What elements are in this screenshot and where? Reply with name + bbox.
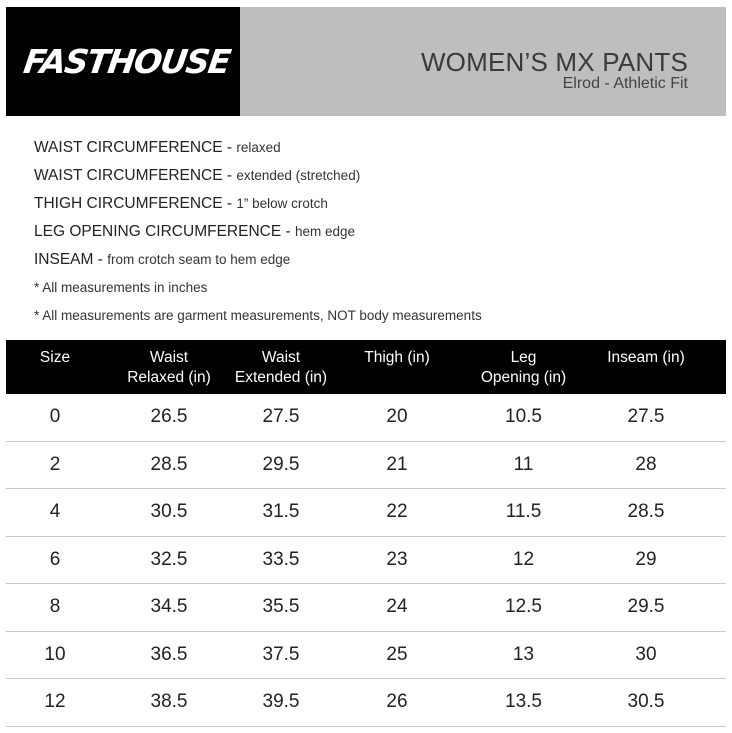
- cell-waist-extended: 33.5: [262, 548, 300, 570]
- title-area: [240, 7, 726, 116]
- note-label: LEG OPENING CIRCUMFERENCE -: [34, 223, 295, 240]
- cell-leg-opening: 12: [512, 548, 535, 570]
- header-line: Waist: [261, 349, 301, 366]
- header-line: Opening (in): [480, 369, 567, 386]
- cell-waist-relaxed: 38.5: [150, 691, 188, 712]
- header-line: Waist: [149, 349, 189, 366]
- header-waist-relaxed: [104, 348, 234, 388]
- table-row: [6, 584, 726, 632]
- measurement-notes: [34, 138, 724, 334]
- brand-logo-area: [6, 7, 240, 116]
- page-subtitle: Elrod - Athletic Fit: [562, 75, 688, 92]
- note-detail: 1” below crotch: [236, 196, 328, 211]
- table-row: [6, 632, 726, 680]
- table-row: [6, 537, 726, 585]
- table-row: [6, 489, 726, 537]
- note-item: [34, 138, 724, 166]
- header-line: Leg: [510, 349, 537, 366]
- cell-waist-extended: 29.5: [262, 453, 300, 475]
- cell-waist-relaxed: 26.5: [150, 406, 188, 427]
- cell-inseam: 30.5: [627, 691, 665, 712]
- note-detail: extended (stretched): [236, 168, 361, 183]
- cell-thigh: 26: [386, 691, 408, 712]
- footnote: * All measurements are garment measurements, NOT body measurements: [34, 308, 482, 323]
- cell-thigh: 23: [386, 548, 408, 570]
- page-title: WOMEN’S MX PANTS: [420, 47, 688, 77]
- cell-size: 10: [44, 643, 66, 665]
- cell-waist-relaxed: 32.5: [150, 548, 188, 570]
- cell-thigh: 21: [386, 453, 408, 475]
- cell-size: 4: [49, 501, 61, 522]
- note-label: WAIST CIRCUMFERENCE -: [34, 139, 237, 156]
- note-detail: hem edge: [294, 224, 355, 239]
- cell-leg-opening: 11: [513, 453, 534, 475]
- cell-waist-relaxed: 36.5: [150, 643, 188, 665]
- cell-inseam: 29: [635, 548, 657, 570]
- table-row: [6, 679, 726, 727]
- cell-leg-opening: 10.5: [505, 406, 542, 427]
- header-line: Thigh (in): [364, 349, 430, 366]
- footnote: * All measurements in inches: [34, 280, 208, 295]
- header: [6, 7, 726, 116]
- header-line: Extended (in): [234, 369, 328, 386]
- table-row: [6, 394, 726, 442]
- cell-size: 2: [49, 453, 61, 475]
- header-leg-opening: [466, 348, 581, 388]
- header-inseam: [581, 348, 711, 368]
- brand-logo: FASTHOUSE: [21, 42, 233, 81]
- cell-leg-opening: 13: [512, 643, 535, 665]
- cell-waist-relaxed: 28.5: [150, 453, 188, 475]
- note-item: [34, 222, 724, 250]
- cell-waist-extended: 31.5: [262, 501, 300, 522]
- cell-leg-opening: 11.5: [505, 501, 542, 522]
- cell-thigh: 20: [386, 406, 408, 427]
- header-size: [6, 348, 104, 368]
- size-chart-table: [6, 340, 726, 727]
- header-waist-extended: [234, 348, 328, 388]
- header-line: Relaxed (in): [127, 369, 211, 386]
- note-label: INSEAM -: [34, 251, 108, 268]
- note-item: [34, 250, 724, 278]
- cell-waist-relaxed: 34.5: [150, 596, 188, 617]
- note-item: [34, 166, 724, 194]
- cell-leg-opening: 13.5: [505, 691, 542, 712]
- header-line: Inseam (in): [607, 349, 685, 366]
- cell-inseam: 27.5: [627, 406, 665, 427]
- cell-thigh: 24: [386, 596, 408, 617]
- cell-thigh: 25: [386, 643, 408, 665]
- cell-inseam: 28: [635, 453, 657, 475]
- note-item: [34, 194, 724, 222]
- header-thigh: [328, 348, 466, 368]
- cell-size: 12: [44, 691, 66, 712]
- cell-inseam: 30: [635, 643, 657, 665]
- cell-size: 0: [49, 406, 61, 427]
- note-detail: relaxed: [236, 140, 281, 155]
- cell-waist-extended: 39.5: [262, 691, 300, 712]
- cell-waist-extended: 27.5: [262, 406, 300, 427]
- table-header: [6, 340, 726, 394]
- cell-waist-extended: 35.5: [262, 596, 300, 617]
- cell-size: 6: [49, 548, 61, 570]
- table-row: [6, 442, 726, 490]
- note-label: WAIST CIRCUMFERENCE -: [34, 167, 237, 184]
- header-line: Size: [39, 349, 71, 366]
- note-detail: from crotch seam to hem edge: [107, 252, 291, 267]
- cell-thigh: 22: [386, 501, 408, 522]
- cell-size: 8: [49, 596, 61, 617]
- cell-inseam: 29.5: [627, 596, 665, 617]
- cell-waist-extended: 37.5: [262, 643, 300, 665]
- cell-waist-relaxed: 30.5: [150, 501, 188, 522]
- note-label: THIGH CIRCUMFERENCE -: [34, 195, 237, 212]
- cell-leg-opening: 12.5: [505, 596, 542, 617]
- cell-inseam: 28.5: [627, 501, 665, 522]
